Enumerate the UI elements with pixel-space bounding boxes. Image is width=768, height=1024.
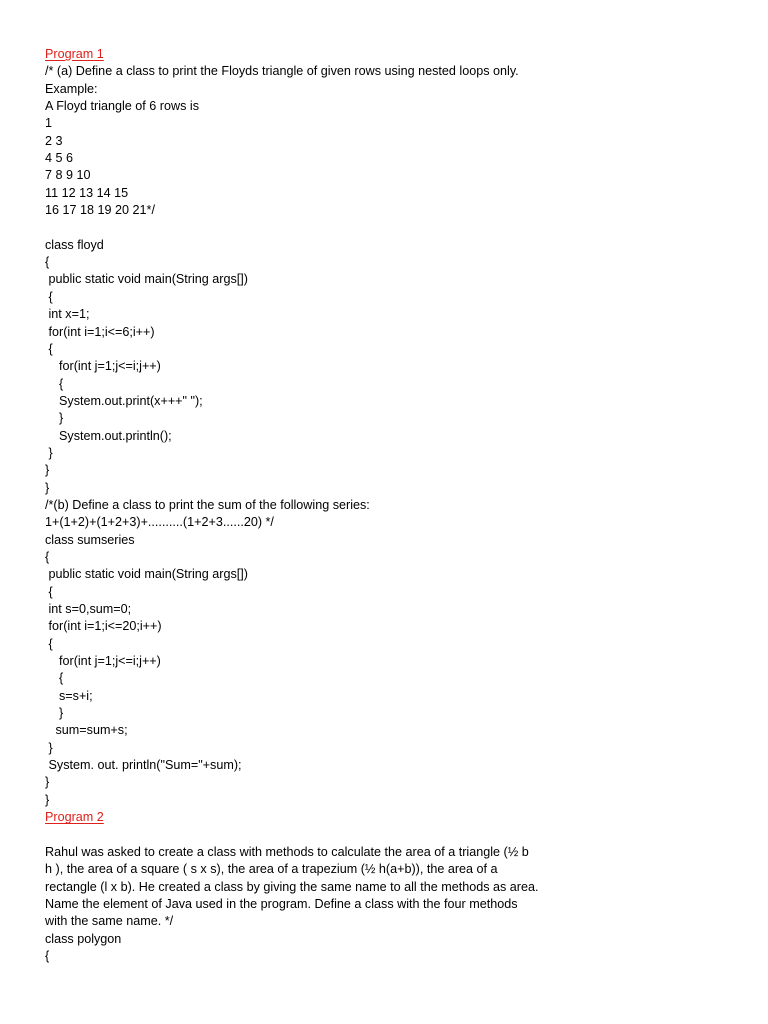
text-line: class polygon xyxy=(45,931,122,946)
section-heading: Program 1 xyxy=(45,47,104,61)
text-line: int s=0,sum=0; xyxy=(45,602,132,616)
text-line: { xyxy=(45,636,53,651)
text-line: with the same name. */ xyxy=(45,914,174,929)
text-line: for(int i=1;i<=6;i++) xyxy=(45,324,155,339)
text-line: } xyxy=(45,480,50,495)
section-heading: Program 2 xyxy=(45,810,104,825)
text-line: /* (a) Define a class to print the Floyds triangle of given rows using nested loops only. xyxy=(45,64,519,79)
text-line: 2 3 xyxy=(45,133,63,148)
text-line: 1 xyxy=(45,116,53,131)
text-line: A Floyd triangle of 6 rows is xyxy=(45,99,199,114)
text-line: } xyxy=(45,463,50,478)
blank-line xyxy=(45,826,728,843)
text-line: rectangle (l x b). He created a class by giving the same name to all the methods as area. xyxy=(45,879,539,894)
text-line: } xyxy=(45,445,53,460)
text-line: 11 12 13 14 15 xyxy=(45,185,129,200)
text-line: Rahul was asked to create a class with methods to calculate the area of a triangle (½ b xyxy=(45,844,529,859)
text-line: for(int i=1;i<=20;i++) xyxy=(45,619,162,634)
text-line: { xyxy=(45,549,50,564)
text-line: } xyxy=(45,706,64,721)
text-line: h ), the area of a square ( s x s), the area of a trapezium (½ h(a+b)), the area of a xyxy=(45,862,498,877)
text-line: { xyxy=(45,255,50,270)
text-line: 4 5 6 xyxy=(45,151,74,166)
text-line: { xyxy=(45,948,50,963)
text-line: Example: xyxy=(45,81,98,96)
text-line: } xyxy=(45,740,53,755)
text-line: for(int j=1;j<=i;j++) xyxy=(45,359,161,374)
text-line: System.out.println(); xyxy=(45,428,172,443)
text-line: Name the element of Java used in the program. Define a class with the four methods xyxy=(45,896,518,911)
document-body xyxy=(45,46,728,965)
blank-line xyxy=(45,219,728,236)
text-line: sum=sum+s; xyxy=(45,723,128,738)
text-line: } xyxy=(45,792,50,807)
text-line: int x=1; xyxy=(45,307,90,322)
text-line: s=s+i; xyxy=(45,688,93,703)
text-line: 1+(1+2)+(1+2+3)+..........(1+2+3......20) */ xyxy=(45,515,274,530)
text-line: /*(b) Define a class to print the sum of the following series: xyxy=(45,497,370,512)
text-line: } xyxy=(45,411,64,426)
text-line: { xyxy=(45,341,53,356)
text-line: 16 17 18 19 20 21*/ xyxy=(45,203,155,218)
text-line: { xyxy=(45,584,53,599)
text-line: { xyxy=(45,671,64,686)
text-line: { xyxy=(45,376,64,391)
text-line: System.out.print(x+++" "); xyxy=(45,393,203,408)
text-line: class sumseries xyxy=(45,532,135,547)
text-line: 7 8 9 10 xyxy=(45,168,91,183)
text-line: public static void main(String args[]) xyxy=(45,272,248,287)
text-line: for(int j=1;j<=i;j++) xyxy=(45,654,161,669)
text-line: } xyxy=(45,775,50,790)
text-line: public static void main(String args[]) xyxy=(45,567,248,582)
text-line: { xyxy=(45,289,53,304)
text-line: System. out. println("Sum="+sum); xyxy=(45,758,242,773)
text-line: class floyd xyxy=(45,237,104,252)
